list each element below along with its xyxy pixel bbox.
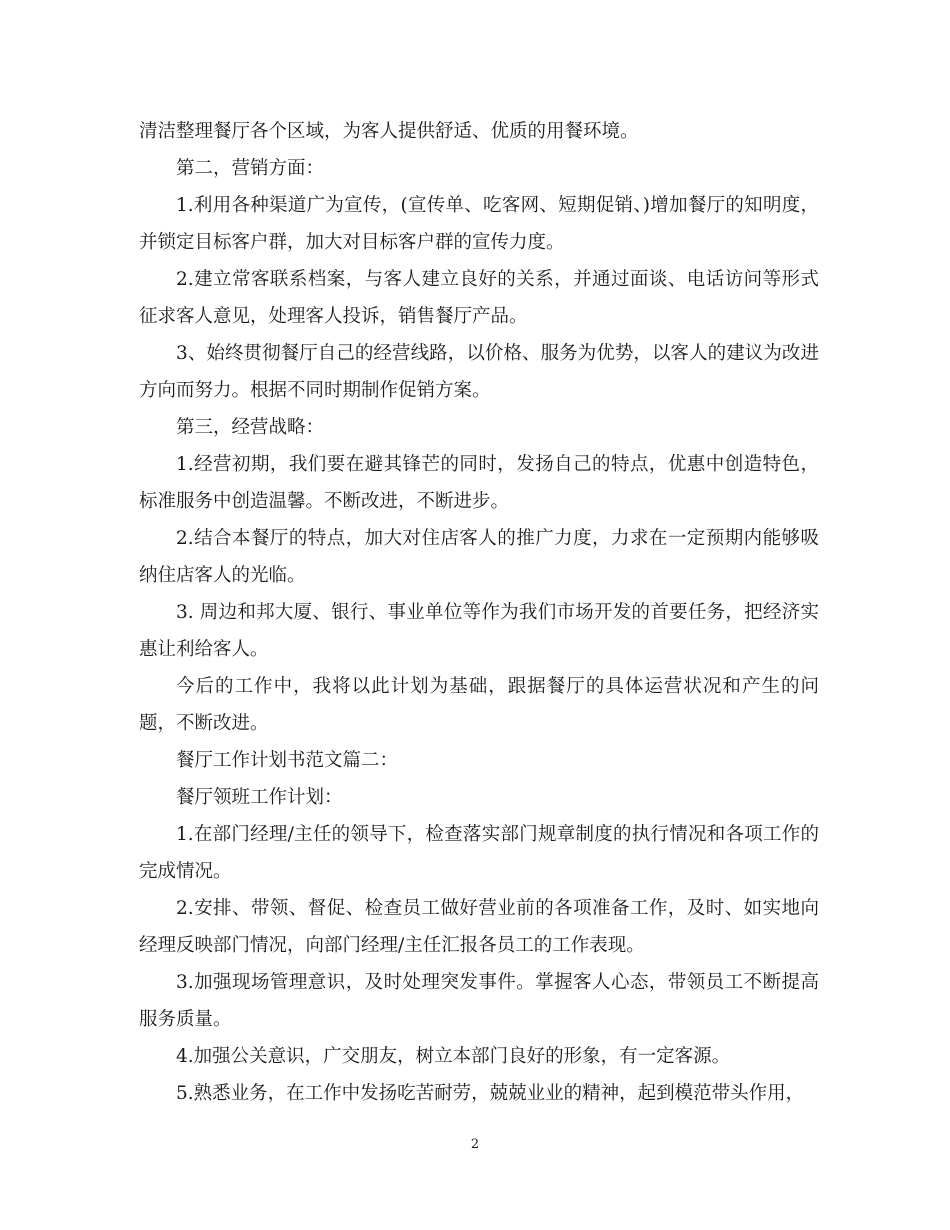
paragraph-marketing-1: 1.利用各种渠道广为宣传，(宣传单、吃客网、短期促销、)增加餐厅的知明度，并锁定目标客户群，加大对目标客户群的宣传力度。: [139, 195, 819, 253]
document-body: [139, 113, 819, 1112]
paragraph-marketing-2: 2.建立常客联系档案，与客人建立良好的关系，并通过面谈、电话访问等形式征求客人意见，处理客人投诉，销售餐厅产品。: [139, 269, 819, 327]
paragraph-plan-3: 3.加强现场管理意识，及时处理突发事件。掌握客人心态，带领员工不断提高服务质量。: [139, 972, 819, 1030]
paragraph-strategy-3: 3. 周边和邦大厦、银行、事业单位等作为我们市场开发的首要任务，把经济实惠让利给客人。: [139, 602, 819, 660]
paragraph-strategy-1: 1.经营初期，我们要在避其锋芒的同时，发扬自己的特点，优惠中创造特色，标准服务中创造温馨。不断改进，不断进步。: [139, 454, 819, 512]
paragraph-plan-5: 5.熟悉业务，在工作中发扬吃苦耐劳，兢兢业业的精神，起到模范带头作用，: [176, 1083, 805, 1104]
paragraph-marketing-3: 3、始终贯彻餐厅自己的经营线路，以价格、服务为优势，以客人的建议为改进方向而努力。根据不同时期制作促销方案。: [139, 343, 819, 401]
paragraph-1: 清洁整理餐厅各个区域，为客人提供舒适、优质的用餐环境。: [139, 121, 639, 142]
section-heading-strategy: 第三，经营战略：: [176, 417, 325, 438]
section-heading-supervisor-plan: 餐厅领班工作计划：: [176, 787, 343, 808]
page-number: 2: [470, 1137, 480, 1152]
paragraph-plan-4: 4.加强公关意识，广交朋友，树立本部门良好的形象，有一定客源。: [176, 1046, 731, 1067]
paragraph-plan-1: 1.在部门经理/主任的领导下，检查落实部门规章制度的执行情况和各项工作的完成情况。: [139, 824, 819, 882]
section-heading-marketing: 第二，营销方面：: [176, 158, 325, 179]
paragraph-plan-2: 2.安排、带领、督促、检查员工做好营业前的各项准备工作，及时、如实地向经理反映部门情况，向部门经理/主任汇报各员工的工作表现。: [139, 898, 819, 956]
paragraph-conclusion: 今后的工作中，我将以此计划为基础，跟据餐厅的具体运营状况和产生的问题，不断改进。: [139, 676, 819, 734]
paragraph-strategy-2: 2.结合本餐厅的特点，加大对住店客人的推广力度，力求在一定预期内能够吸纳住店客人的光临。: [139, 528, 819, 586]
article-title-two: 餐厅工作计划书范文篇二：: [176, 750, 399, 771]
